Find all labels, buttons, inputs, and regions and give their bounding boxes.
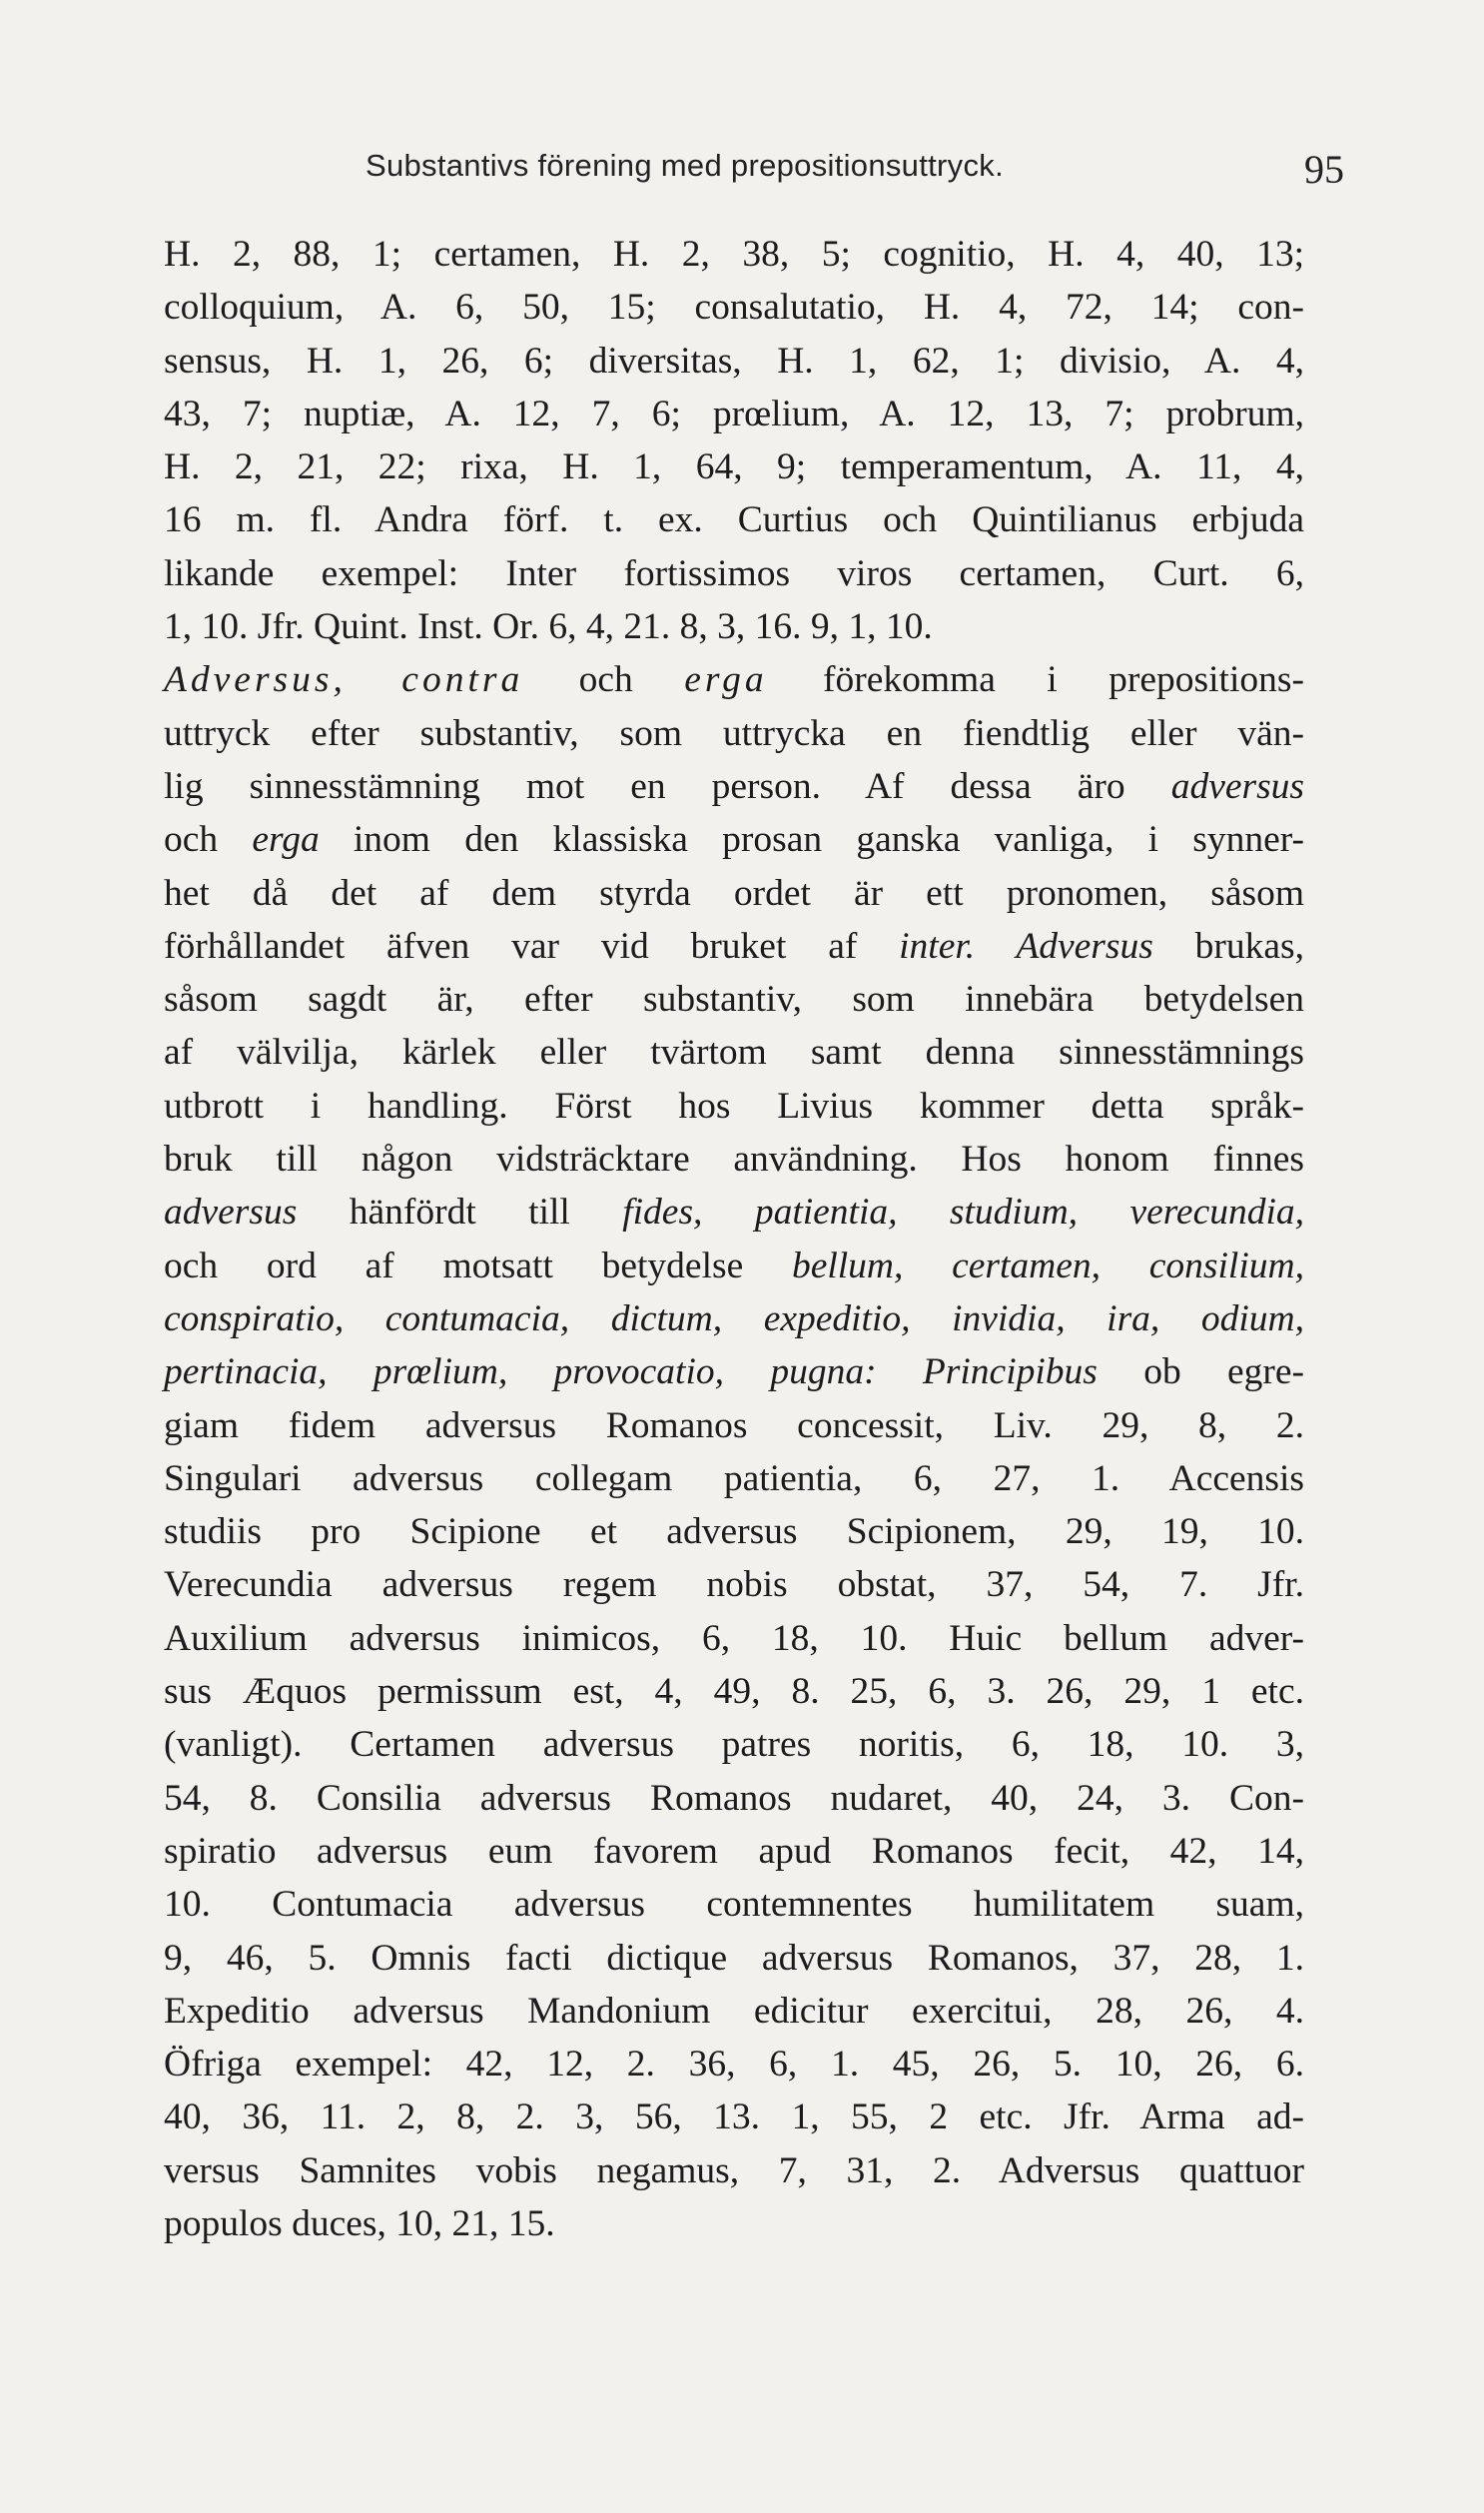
text-line: Öfriga exempel: 42, 12, 2. 36, 6, 1. 45, 26, 5. 10, 26, 6. — [164, 2044, 1304, 2086]
text-line: sus Æquos permissum est, 4, 49, 8. 25, 6, 3. 26, 29, 1 etc. — [164, 1671, 1304, 1713]
text-line: H. 2, 88, 1; certamen, H. 2, 38, 5; cognitio, H. 4, 40, 13; — [164, 234, 1304, 275]
text-line: pertinacia, prœlium, provocatio, pugna: Principibus ob egre- — [164, 1351, 1305, 1393]
text-line: lig sinnesstämning mot en person. Af dessa äro adversus — [164, 765, 1305, 807]
text-line: förhållandet äfven var vid bruket af inter. Adversus brukas, — [164, 925, 1304, 967]
text-line: 9, 46, 5. Omnis facti dictique adversus Romanos, 37, 28, 1. — [164, 1937, 1304, 1979]
text-line: 16 m. fl. Andra förf. t. ex. Curtius och Quintilianus erbjuda — [164, 499, 1304, 541]
text-line: het då det af dem styrda ordet är ett pronomen, såsom — [164, 872, 1304, 914]
text-line: H. 2, 21, 22; rixa, H. 1, 64, 9; temperamentum, A. 11, 4, — [164, 446, 1304, 488]
text-line: spiratio adversus eum favorem apud Romanos fecit, 42, 14, — [164, 1830, 1304, 1872]
text-line: utbrott i handling. Först hos Livius kommer detta språk- — [164, 1085, 1304, 1127]
body-text — [164, 228, 1304, 2250]
text-line: uttryck efter substantiv, som uttrycka en fiendtlig eller vän- — [164, 712, 1304, 754]
text-line: studiis pro Scipione et adversus Scipionem, 29, 19, 10. — [164, 1511, 1304, 1553]
text-line: (vanligt). Certamen adversus patres noritis, 6, 18, 10. 3, — [164, 1724, 1304, 1766]
text-line: och ord af motsatt betydelse bellum, certamen, consilium, — [164, 1245, 1304, 1286]
text-line: likande exempel: Inter fortissimos viros certamen, Curt. 6, — [164, 552, 1304, 594]
text-line: Singulari adversus collegam patientia, 6, 27, 1. Accensis — [164, 1457, 1304, 1499]
text-line: af välvilja, kärlek eller tvärtom samt denna sinnesstämnings — [164, 1032, 1304, 1074]
page-number: 95 — [1304, 147, 1344, 192]
page-header — [366, 148, 1344, 198]
text-line: versus Samnites vobis negamus, 7, 31, 2. Adversus quattuor — [164, 2149, 1304, 2191]
running-head: Substantivs förening med prepositionsuttryck. — [366, 148, 1004, 183]
text-line: såsom sagdt är, efter substantiv, som innebära betydelsen — [164, 979, 1304, 1021]
text-line: sensus, H. 1, 26, 6; diversitas, H. 1, 62, 1; divisio, A. 4, — [164, 340, 1304, 382]
text-line: 10. Contumacia adversus contemnentes humilitatem suam, — [164, 1884, 1304, 1926]
text-line: Verecundia adversus regem nobis obstat, 37, 54, 7. Jfr. — [164, 1564, 1304, 1606]
text-line: Adversus, contra och erga förekomma i prepositions- — [164, 659, 1304, 701]
text-line: Auxilium adversus inimicos, 6, 18, 10. Huic bellum adver- — [164, 1617, 1304, 1659]
text-line: 40, 36, 11. 2, 8, 2. 3, 56, 13. 1, 55, 2 etc. Jfr. Arma ad- — [164, 2096, 1304, 2138]
text-line: conspiratio, contumacia, dictum, expeditio, invidia, ira, odium, — [164, 1297, 1304, 1339]
text-line: 54, 8. Consilia adversus Romanos nudaret, 40, 24, 3. Con- — [164, 1777, 1304, 1819]
text-line: colloquium, A. 6, 50, 15; consalutatio, H. 4, 72, 14; con- — [164, 287, 1304, 329]
text-line: giam fidem adversus Romanos concessit, Liv. 29, 8, 2. — [164, 1404, 1304, 1446]
text-line: och erga inom den klassiska prosan ganska vanliga, i synner- — [164, 819, 1304, 861]
text-line: adversus hänfördt till fides, patientia, studium, verecundia, — [164, 1192, 1305, 1234]
text-line: Expeditio adversus Mandonium edicitur exercitui, 28, 26, 4. — [164, 1990, 1304, 2032]
text-line: 1, 10. Jfr. Quint. Inst. Or. 6, 4, 21. 8, 3, 16. 9, 1, 10. — [164, 606, 933, 648]
text-line: bruk till någon vidsträcktare användning. Hos honom finnes — [164, 1139, 1304, 1181]
text-line: populos duces, 10, 21, 15. — [164, 2202, 555, 2244]
text-line: 43, 7; nuptiæ, A. 12, 7, 6; prœlium, A. 12, 13, 7; probrum, — [164, 393, 1304, 434]
